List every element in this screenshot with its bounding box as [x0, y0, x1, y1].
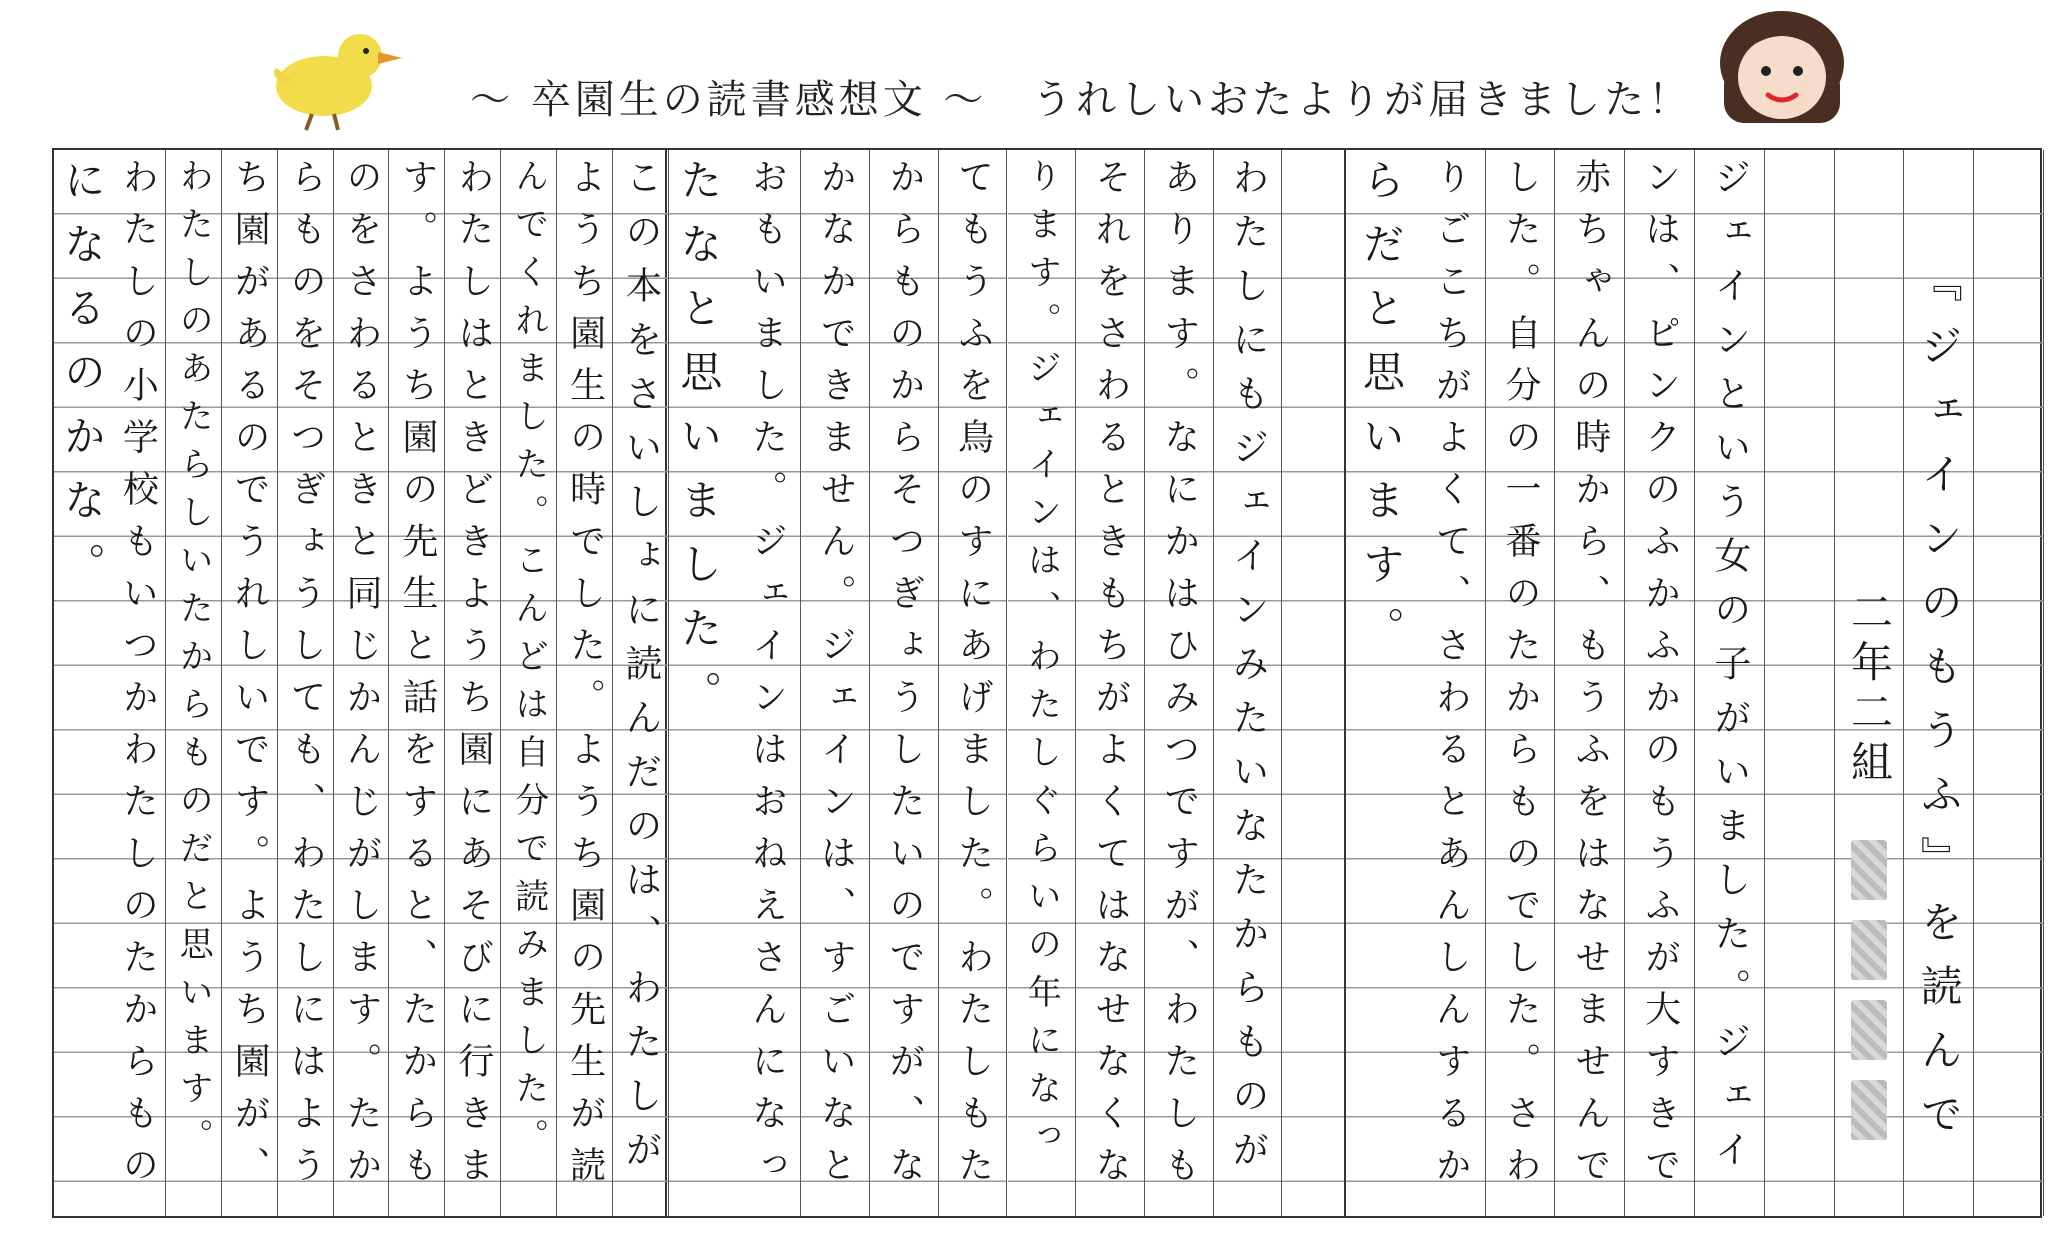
manuscript-column: [501, 150, 557, 1216]
manuscript-column: [334, 150, 390, 1216]
essay-line: ジェインという女の子がいました。ジェイ: [1707, 158, 1751, 1184]
essay-title: 『ジェインのもうふ』を読んで: [1914, 260, 1964, 1156]
manuscript-column: [1008, 150, 1077, 1216]
manuscript-panel-right: [1344, 148, 2042, 1218]
redacted-name-block: [1851, 920, 1887, 980]
manuscript-column: [1625, 150, 1695, 1216]
manuscript-column: [110, 150, 166, 1216]
essay-line: わたしのあたらしいたからものだと思います。: [173, 158, 214, 1166]
essay-line: おもいました。ジェインはおねえさんになっ: [746, 158, 788, 1198]
manuscript-column: [54, 150, 110, 1216]
blank-column: [1282, 150, 1351, 1216]
essay-line: わたしの小学校もいつかわたしのたからもの: [117, 158, 159, 1198]
manuscript-column: [278, 150, 334, 1216]
chick-icon: [262, 18, 412, 133]
blank-column: [1765, 150, 1835, 1216]
essay-line: ようち園生の時でした。ようち園の先生が読: [564, 158, 606, 1198]
girl-face-icon: [1700, 5, 1860, 130]
manuscript-panel-left: [52, 148, 667, 1218]
essay-line: わたしにもジェインみたいなたからものが: [1225, 158, 1269, 1184]
blank-column: [1974, 150, 2044, 1216]
manuscript-column: [733, 150, 802, 1216]
essay-line: らだと思います。: [1356, 158, 1406, 670]
manuscript-panel-middle: [662, 148, 1349, 1218]
essay-line: りごこちがよくて、さわるとあんしんするか: [1430, 158, 1472, 1198]
essay-line: のをさわるときと同じかんじがします。たか: [340, 158, 382, 1198]
manuscript-column: [939, 150, 1008, 1216]
redacted-name-block: [1851, 1080, 1887, 1140]
essay-line: んでくれました。こんどは自分で読みました。: [508, 158, 549, 1166]
essay-line: わたしはときどきようち園にあそびに行きま: [452, 158, 494, 1198]
essay-line: ります。ジェインは、わたしぐらいの年になっ: [1021, 158, 1062, 1166]
essay-line: あります。なにかはひみつですが、わたしも: [1158, 158, 1200, 1198]
manuscript-column: [1346, 150, 1416, 1216]
essay-line: からものからそつぎょうしたいのですが、な: [883, 158, 925, 1198]
manuscript-column: [1695, 150, 1765, 1216]
manuscript-column: [1555, 150, 1625, 1216]
manuscript-column: [1145, 150, 1214, 1216]
redacted-name-block: [1851, 1000, 1887, 1060]
manuscript-column: [801, 150, 870, 1216]
essay-line: ち園があるのでうれしいです。ようち園が、: [229, 158, 271, 1198]
heading-title-left: 〜 卒園生の読書感想文 〜: [470, 77, 988, 123]
class-name: 二年二組: [1844, 590, 1894, 790]
essay-line: 赤ちゃんの時から、もうふをはなせませんで: [1569, 158, 1611, 1198]
class-name-column: [1835, 150, 1905, 1216]
manuscript-column: [664, 150, 733, 1216]
manuscript-column: [1486, 150, 1556, 1216]
heading-title-right: うれしいおたよりが届きました！: [1032, 77, 1693, 123]
manuscript-column: [222, 150, 278, 1216]
essay-line: になるのかな。: [57, 158, 107, 606]
manuscript-column: [613, 150, 669, 1216]
manuscript-column: [1214, 150, 1283, 1216]
manuscript-column: [389, 150, 445, 1216]
manuscript-column: [1416, 150, 1486, 1216]
redacted-name-block: [1851, 840, 1887, 900]
manuscript-column: [557, 150, 613, 1216]
manuscript-column: [1076, 150, 1145, 1216]
essay-title-column: [1904, 150, 1974, 1216]
essay-line: ンは、ピンクのふかふかのもうふが大すきで: [1639, 158, 1681, 1198]
essay-line: てもうふを鳥のすにあげました。わたしもた: [952, 158, 994, 1198]
manuscript-column: [870, 150, 939, 1216]
essay-line: した。自分の一番のたからものでした。さわ: [1499, 158, 1541, 1198]
essay-line: たなと思いました。: [674, 158, 724, 734]
manuscript-sheet: [52, 148, 2042, 1228]
manuscript-column: [445, 150, 501, 1216]
manuscript-column: [166, 150, 222, 1216]
essay-line: らものをそつぎょうしても、わたしにはよう: [285, 158, 327, 1198]
essay-line: この本をさいしょに読んだのは、わたしが: [619, 158, 663, 1184]
page-heading: [470, 68, 1693, 128]
essay-line: かなかできません。ジェインは、すごいなと: [815, 158, 857, 1198]
essay-line: す。ようち園の先生と話をすると、たからも: [396, 158, 438, 1198]
essay-line: それをさわるときもちがよくてはなせなくな: [1090, 158, 1132, 1198]
